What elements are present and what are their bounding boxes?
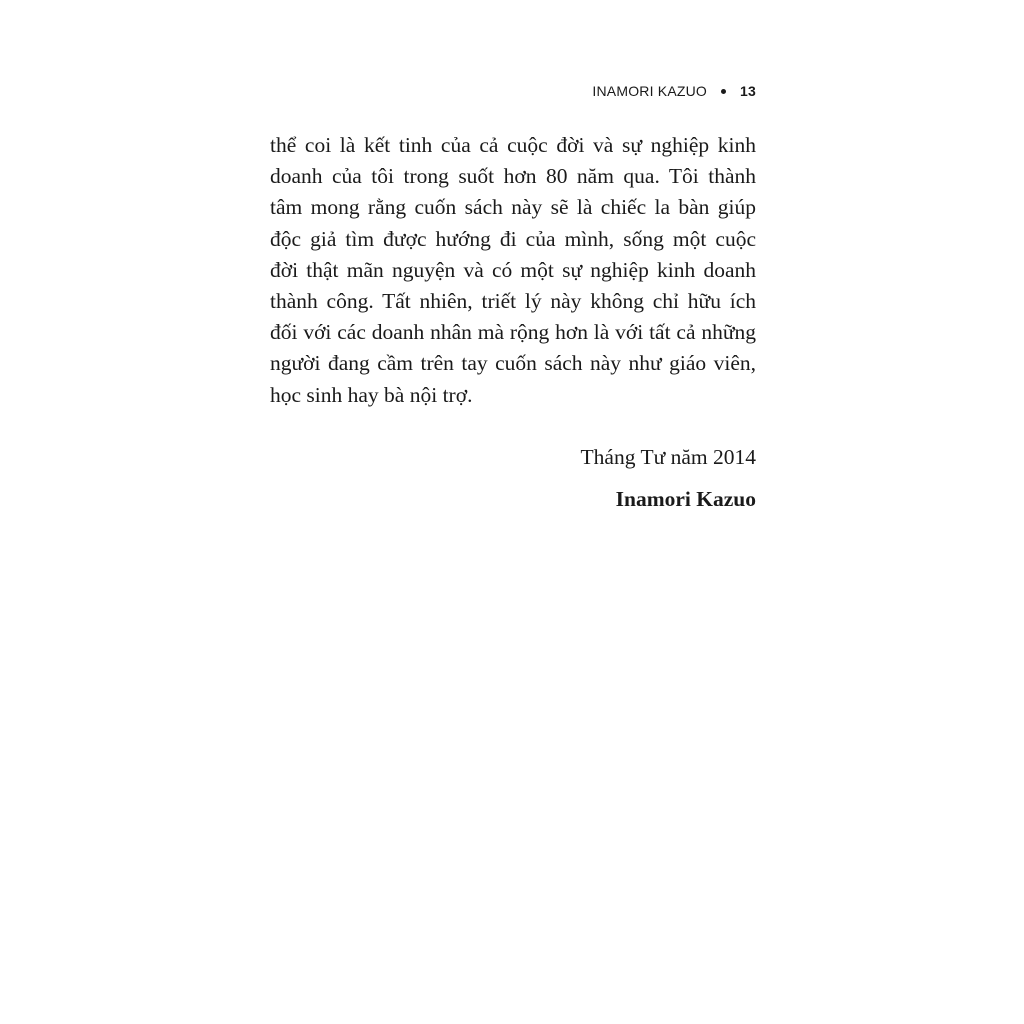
signature-name: Inamori Kazuo — [615, 487, 756, 511]
text-line: đối với các doanh nhân mà rộng hơn là với tất cả những — [270, 320, 756, 345]
text-line: học sinh hay bà nội trợ. — [270, 382, 473, 407]
text-line: người đang cầm trên tay cuốn sách này như giáo viên, — [270, 351, 756, 376]
running-header — [592, 83, 756, 99]
text-line: thành công. Tất nhiên, triết lý này không chỉ hữu ích — [270, 288, 756, 313]
bullet-separator-icon — [721, 89, 726, 94]
text-line: thể coi là kết tinh của cả cuộc đời và sự nghiệp kinh — [270, 133, 756, 157]
text-line: tâm mong rằng cuốn sách này sẽ là chiếc la bàn giúp — [270, 195, 756, 220]
header-author: INAMORI KAZUO — [592, 83, 708, 99]
text-line: độc giả tìm được hướng đi của mình, sống một cuộc — [270, 226, 756, 251]
signature-date: Tháng Tư năm 2014 — [580, 445, 756, 469]
text-line: đời thật mãn nguyện và có một sự nghiệp kinh doanh — [270, 257, 756, 282]
body-paragraph — [270, 130, 756, 411]
page-number: 13 — [740, 83, 756, 99]
text-line: doanh của tôi trong suốt hơn 80 năm qua. Tôi thành — [270, 164, 756, 189]
